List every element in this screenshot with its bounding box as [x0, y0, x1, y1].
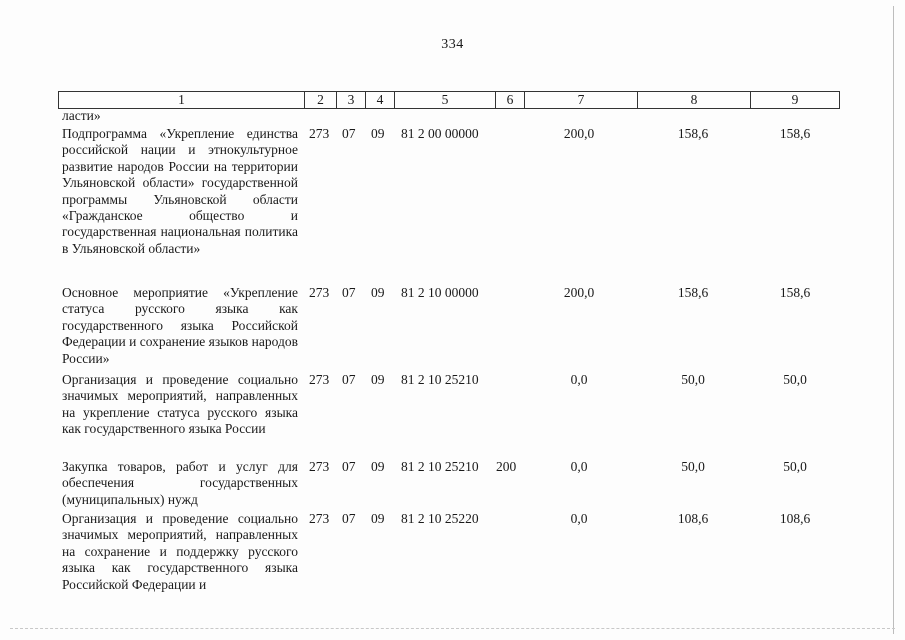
row-value-col8: 50,0	[681, 459, 705, 474]
row-target-article: 81 2 00 00000	[401, 126, 479, 141]
row-value-col8: 158,6	[677, 285, 709, 300]
page-number: 334	[441, 37, 464, 52]
row-target-article: 81 2 10 00000	[401, 285, 479, 300]
row-value-col9: 158,6	[779, 285, 811, 300]
scan-edge-bottom	[10, 628, 895, 629]
row-subsection: 09	[371, 459, 385, 474]
row-value-col9: 50,0	[783, 372, 807, 387]
header-col-9: 9	[750, 91, 840, 109]
row-value-col7: 0,0	[570, 459, 588, 474]
header-col-7: 7	[524, 91, 637, 109]
row-expense-type: 200	[496, 459, 517, 474]
row-section: 07	[342, 285, 356, 300]
row-value-col8: 158,6	[677, 126, 709, 141]
header-col-6: 6	[495, 91, 524, 109]
row-value-col8: 50,0	[681, 372, 705, 387]
row-description: Организация и проведение социально значимых мероприятий, направленных на сохранение и поддержку русского языка как государственного языка Российской Федерации и	[62, 511, 298, 592]
row-ministry-code: 273	[309, 372, 330, 387]
header-col-2: 2	[304, 91, 336, 109]
row-section: 07	[342, 511, 356, 526]
header-col-1: 1	[58, 91, 304, 109]
row-value-col7: 0,0	[570, 511, 588, 526]
row-section: 07	[342, 459, 356, 474]
row-value-col7: 0,0	[570, 372, 588, 387]
header-col-3: 3	[336, 91, 365, 109]
row-value-col8: 108,6	[677, 511, 709, 526]
row-description: Основное мероприятие «Укрепление статуса русского языка как государственного языка Российской Федерации и сохранение языков народов России»	[62, 285, 298, 366]
row-description: Организация и проведение социально значимых мероприятий, направленных на укрепление статуса русского языка как государственного языка России	[62, 372, 298, 437]
row-ministry-code: 273	[309, 285, 330, 300]
header-col-8: 8	[637, 91, 750, 109]
row-subsection: 09	[371, 285, 385, 300]
row-target-article: 81 2 10 25210	[401, 372, 479, 387]
row-section: 07	[342, 372, 356, 387]
scan-edge-right	[893, 6, 894, 634]
row-target-article: 81 2 10 25220	[401, 511, 479, 526]
row-subsection: 09	[371, 126, 385, 141]
row-value-col7: 200,0	[563, 285, 595, 300]
row-value-col9: 50,0	[783, 459, 807, 474]
row-ministry-code: 273	[309, 511, 330, 526]
header-col-5: 5	[394, 91, 495, 109]
row-value-col9: 108,6	[779, 511, 811, 526]
row-subsection: 09	[371, 372, 385, 387]
row-value-col7: 200,0	[563, 126, 595, 141]
row-subsection: 09	[371, 511, 385, 526]
row-description: Подпрограмма «Укрепление единства российской нации и этнокультурное развитие народов России на территории Ульяновской области» государственной программы Ульяновской области «Гражданское общество и государственная национальная политика в Ульяновской области»	[62, 126, 298, 256]
row-target-article: 81 2 10 25210	[401, 459, 479, 474]
row-ministry-code: 273	[309, 459, 330, 474]
row-description: Закупка товаров, работ и услуг для обеспечения государственных (муниципальных) нужд	[62, 459, 298, 507]
continuation-text: ласти»	[62, 108, 101, 123]
row-ministry-code: 273	[309, 126, 330, 141]
row-value-col9: 158,6	[779, 126, 811, 141]
row-section: 07	[342, 126, 356, 141]
header-col-4: 4	[365, 91, 394, 109]
